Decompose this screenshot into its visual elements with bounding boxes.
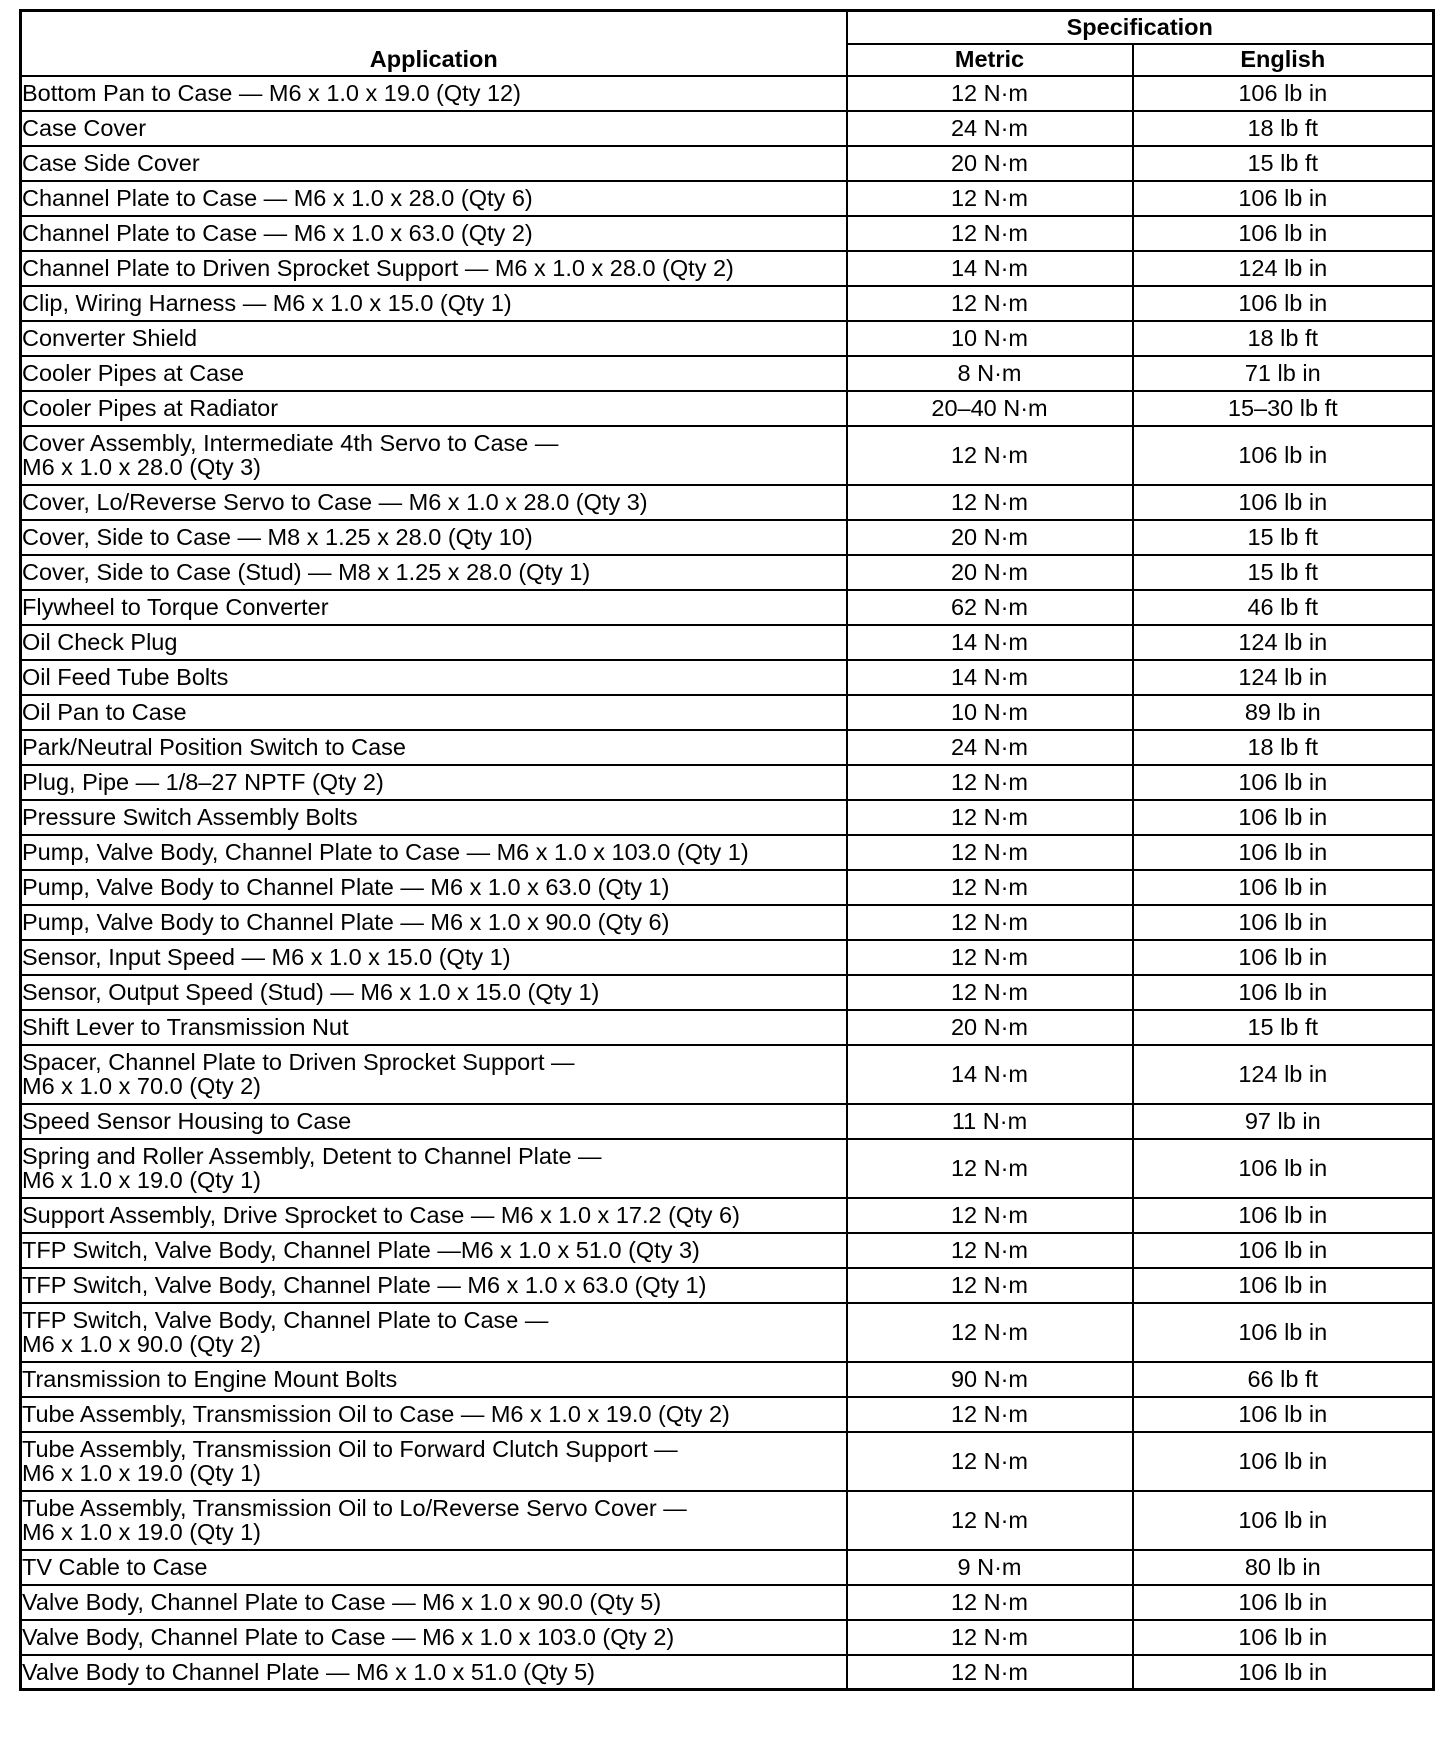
application-cell xyxy=(21,216,847,251)
metric-value: 20–40 N·m xyxy=(847,391,1133,426)
application-cell xyxy=(21,695,847,730)
application-cell xyxy=(21,625,847,660)
table-row xyxy=(21,765,1434,800)
metric-value: 12 N·m xyxy=(847,1268,1133,1303)
table-row xyxy=(21,356,1434,391)
application-text: Case Side Cover xyxy=(22,150,200,176)
table-row xyxy=(21,625,1434,660)
application-cell xyxy=(21,251,847,286)
english-value: 15–30 lb ft xyxy=(1133,391,1434,426)
english-value: 18 lb ft xyxy=(1133,730,1434,765)
english-value: 124 lb in xyxy=(1133,625,1434,660)
application-text: Case Cover xyxy=(22,115,147,141)
application-cell xyxy=(21,870,847,905)
table-row xyxy=(21,835,1434,870)
application-text: TFP Switch, Valve Body, Channel Plate — M6 x 1.0 x 63.0 (Qty 1) xyxy=(22,1272,707,1298)
metric-value: 12 N·m xyxy=(847,1432,1133,1491)
table-row xyxy=(21,695,1434,730)
table-row xyxy=(21,905,1434,940)
english-value: 106 lb in xyxy=(1133,426,1434,485)
table-row xyxy=(21,251,1434,286)
application-text: Oil Check Plug xyxy=(22,629,178,655)
english-value: 106 lb in xyxy=(1133,800,1434,835)
table-row xyxy=(21,1233,1434,1268)
application-text: Valve Body to Channel Plate — M6 x 1.0 x 51.0 (Qty 5) xyxy=(22,1658,595,1685)
application-cell xyxy=(21,1010,847,1045)
application-cell xyxy=(21,1491,847,1550)
application-text: Cooler Pipes at Radiator xyxy=(22,395,279,421)
application-text: Channel Plate to Case — M6 x 1.0 x 28.0 (Qty 6) xyxy=(22,185,533,211)
application-text: TFP Switch, Valve Body, Channel Plate to Case — xyxy=(22,1307,549,1333)
application-text: Transmission to Engine Mount Bolts xyxy=(22,1366,398,1392)
application-cell xyxy=(21,975,847,1010)
metric-value: 20 N·m xyxy=(847,1010,1133,1045)
english-value: 106 lb in xyxy=(1133,1139,1434,1198)
table-row xyxy=(21,1620,1434,1655)
table-row xyxy=(21,146,1434,181)
application-text: Cooler Pipes at Case xyxy=(22,360,245,386)
application-text-line2: M6 x 1.0 x 70.0 (Qty 2) xyxy=(22,1073,262,1099)
metric-value: 12 N·m xyxy=(847,1655,1133,1690)
application-text: Speed Sensor Housing to Case xyxy=(22,1108,352,1134)
english-value: 106 lb in xyxy=(1133,216,1434,251)
application-text: Tube Assembly, Transmission Oil to Case — M6 x 1.0 x 19.0 (Qty 2) xyxy=(22,1401,730,1427)
english-value: 106 lb in xyxy=(1133,765,1434,800)
table-row xyxy=(21,286,1434,321)
metric-value: 11 N·m xyxy=(847,1104,1133,1139)
application-text: Channel Plate to Case — M6 x 1.0 x 63.0 (Qty 2) xyxy=(22,220,533,246)
metric-value: 12 N·m xyxy=(847,1139,1133,1198)
table-row xyxy=(21,1303,1434,1362)
english-value: 106 lb in xyxy=(1133,1620,1434,1655)
application-cell xyxy=(21,1303,847,1362)
application-cell xyxy=(21,835,847,870)
english-value: 106 lb in xyxy=(1133,835,1434,870)
table-row xyxy=(21,1104,1434,1139)
application-text-line2: M6 x 1.0 x 19.0 (Qty 1) xyxy=(22,1167,262,1193)
metric-value: 12 N·m xyxy=(847,905,1133,940)
application-cell xyxy=(21,321,847,356)
metric-value: 12 N·m xyxy=(847,1397,1133,1432)
english-value: 106 lb in xyxy=(1133,1491,1434,1550)
application-cell xyxy=(21,1198,847,1233)
table-row xyxy=(21,1362,1434,1397)
metric-value: 12 N·m xyxy=(847,835,1133,870)
application-text: Cover, Side to Case — M8 x 1.25 x 28.0 (Qty 10) xyxy=(22,524,533,550)
metric-value: 24 N·m xyxy=(847,111,1133,146)
metric-value: 20 N·m xyxy=(847,520,1133,555)
table-row xyxy=(21,1655,1434,1690)
table-row xyxy=(21,1585,1434,1620)
metric-value: 12 N·m xyxy=(847,485,1133,520)
table-row xyxy=(21,800,1434,835)
application-cell xyxy=(21,1362,847,1397)
english-value: 106 lb in xyxy=(1133,870,1434,905)
application-text: Valve Body, Channel Plate to Case — M6 x 1.0 x 90.0 (Qty 5) xyxy=(22,1589,662,1615)
english-value: 106 lb in xyxy=(1133,940,1434,975)
table-row xyxy=(21,1010,1434,1045)
metric-value: 8 N·m xyxy=(847,356,1133,391)
english-value: 106 lb in xyxy=(1133,1303,1434,1362)
english-value: 71 lb in xyxy=(1133,356,1434,391)
table-row xyxy=(21,940,1434,975)
application-cell xyxy=(21,391,847,426)
application-cell xyxy=(21,1233,847,1268)
metric-value: 12 N·m xyxy=(847,870,1133,905)
metric-value: 10 N·m xyxy=(847,695,1133,730)
application-text: Pump, Valve Body, Channel Plate to Case — M6 x 1.0 x 103.0 (Qty 1) xyxy=(22,839,749,865)
application-text: Channel Plate to Driven Sprocket Support — M6 x 1.0 x 28.0 (Qty 2) xyxy=(22,255,734,281)
metric-value: 14 N·m xyxy=(847,251,1133,286)
english-value: 18 lb ft xyxy=(1133,111,1434,146)
application-cell xyxy=(21,800,847,835)
application-cell xyxy=(21,286,847,321)
application-cell xyxy=(21,1397,847,1432)
application-text: Sensor, Input Speed — M6 x 1.0 x 15.0 (Qty 1) xyxy=(22,944,511,970)
metric-value: 12 N·m xyxy=(847,181,1133,216)
english-header: English xyxy=(1133,44,1434,76)
metric-value: 12 N·m xyxy=(847,975,1133,1010)
english-value: 106 lb in xyxy=(1133,1655,1434,1690)
table-row xyxy=(21,216,1434,251)
english-value: 15 lb ft xyxy=(1133,555,1434,590)
metric-value: 90 N·m xyxy=(847,1362,1133,1397)
english-value: 124 lb in xyxy=(1133,251,1434,286)
metric-value: 12 N·m xyxy=(847,1585,1133,1620)
table-row xyxy=(21,321,1434,356)
metric-value: 12 N·m xyxy=(847,800,1133,835)
english-value: 89 lb in xyxy=(1133,695,1434,730)
metric-value: 12 N·m xyxy=(847,1233,1133,1268)
metric-value: 12 N·m xyxy=(847,1303,1133,1362)
metric-value: 12 N·m xyxy=(847,1198,1133,1233)
metric-value: 14 N·m xyxy=(847,625,1133,660)
application-text: Oil Pan to Case xyxy=(22,699,187,725)
english-value: 106 lb in xyxy=(1133,905,1434,940)
application-text: Clip, Wiring Harness — M6 x 1.0 x 15.0 (Qty 1) xyxy=(22,290,512,316)
table-row xyxy=(21,1432,1434,1491)
metric-value: 10 N·m xyxy=(847,321,1133,356)
application-text: Valve Body, Channel Plate to Case — M6 x 1.0 x 103.0 (Qty 2) xyxy=(22,1624,675,1650)
table-row xyxy=(21,426,1434,485)
table-row xyxy=(21,1268,1434,1303)
english-value: 106 lb in xyxy=(1133,485,1434,520)
specification-header: Specification xyxy=(847,11,1434,44)
torque-spec-table xyxy=(19,9,1435,1691)
metric-value: 24 N·m xyxy=(847,730,1133,765)
metric-value: 12 N·m xyxy=(847,765,1133,800)
metric-value: 12 N·m xyxy=(847,940,1133,975)
application-text: Converter Shield xyxy=(22,325,198,351)
application-cell xyxy=(21,1104,847,1139)
application-cell xyxy=(21,905,847,940)
metric-value: 12 N·m xyxy=(847,216,1133,251)
application-cell xyxy=(21,555,847,590)
application-text-line2: M6 x 1.0 x 19.0 (Qty 1) xyxy=(22,1519,262,1545)
metric-value: 9 N·m xyxy=(847,1550,1133,1585)
application-cell xyxy=(21,660,847,695)
application-cell xyxy=(21,730,847,765)
english-value: 106 lb in xyxy=(1133,975,1434,1010)
metric-value: 12 N·m xyxy=(847,426,1133,485)
application-text-line2: M6 x 1.0 x 90.0 (Qty 2) xyxy=(22,1331,262,1357)
application-cell xyxy=(21,111,847,146)
metric-value: 14 N·m xyxy=(847,660,1133,695)
english-value: 106 lb in xyxy=(1133,1397,1434,1432)
metric-value: 12 N·m xyxy=(847,286,1133,321)
metric-value: 62 N·m xyxy=(847,590,1133,625)
application-text: Spring and Roller Assembly, Detent to Channel Plate — xyxy=(22,1143,602,1169)
english-value: 106 lb in xyxy=(1133,1432,1434,1491)
metric-value: 14 N·m xyxy=(847,1045,1133,1104)
application-text: Cover, Lo/Reverse Servo to Case — M6 x 1.0 x 28.0 (Qty 3) xyxy=(22,489,648,515)
english-value: 106 lb in xyxy=(1133,1585,1434,1620)
english-value: 80 lb in xyxy=(1133,1550,1434,1585)
english-value: 106 lb in xyxy=(1133,1233,1434,1268)
application-text: Cover, Side to Case (Stud) — M8 x 1.25 x 28.0 (Qty 1) xyxy=(22,559,591,585)
application-text: Flywheel to Torque Converter xyxy=(22,594,329,620)
application-text: Pump, Valve Body to Channel Plate — M6 x 1.0 x 63.0 (Qty 1) xyxy=(22,874,670,900)
english-value: 97 lb in xyxy=(1133,1104,1434,1139)
english-value: 124 lb in xyxy=(1133,1045,1434,1104)
application-cell xyxy=(21,1585,847,1620)
application-text: Park/Neutral Position Switch to Case xyxy=(22,734,406,760)
metric-value: 20 N·m xyxy=(847,146,1133,181)
table-row xyxy=(21,111,1434,146)
table-row xyxy=(21,181,1434,216)
application-text: Pump, Valve Body to Channel Plate — M6 x 1.0 x 90.0 (Qty 6) xyxy=(22,909,670,935)
table-row xyxy=(21,1139,1434,1198)
table-row xyxy=(21,870,1434,905)
english-value: 15 lb ft xyxy=(1133,146,1434,181)
application-cell xyxy=(21,1268,847,1303)
table-row xyxy=(21,1397,1434,1432)
application-text: TFP Switch, Valve Body, Channel Plate —M6 x 1.0 x 51.0 (Qty 3) xyxy=(22,1237,700,1263)
application-text: Plug, Pipe — 1/8–27 NPTF (Qty 2) xyxy=(22,769,384,795)
application-text: Cover Assembly, Intermediate 4th Servo to Case — xyxy=(22,430,559,456)
table-row xyxy=(21,391,1434,426)
application-text: Tube Assembly, Transmission Oil to Forward Clutch Support — xyxy=(22,1436,678,1462)
table-row xyxy=(21,1491,1434,1550)
english-value: 18 lb ft xyxy=(1133,321,1434,356)
table-row xyxy=(21,660,1434,695)
application-cell xyxy=(21,1139,847,1198)
application-text-line2: M6 x 1.0 x 28.0 (Qty 3) xyxy=(22,454,262,480)
metric-value: 12 N·m xyxy=(847,1620,1133,1655)
application-text: Pressure Switch Assembly Bolts xyxy=(22,804,358,830)
table-row xyxy=(21,1198,1434,1233)
table-row xyxy=(21,76,1434,111)
metric-value: 12 N·m xyxy=(847,1491,1133,1550)
table-row xyxy=(21,555,1434,590)
metric-value: 12 N·m xyxy=(847,76,1133,111)
table-row xyxy=(21,485,1434,520)
english-value: 15 lb ft xyxy=(1133,520,1434,555)
english-value: 106 lb in xyxy=(1133,1268,1434,1303)
english-value: 106 lb in xyxy=(1133,76,1434,111)
application-cell xyxy=(21,765,847,800)
application-cell xyxy=(21,146,847,181)
application-cell xyxy=(21,1045,847,1104)
english-value: 124 lb in xyxy=(1133,660,1434,695)
application-cell xyxy=(21,1655,847,1690)
table-row xyxy=(21,590,1434,625)
table-row xyxy=(21,1550,1434,1585)
table-row xyxy=(21,1045,1434,1104)
application-cell xyxy=(21,520,847,555)
english-value: 106 lb in xyxy=(1133,286,1434,321)
table-row xyxy=(21,520,1434,555)
application-cell xyxy=(21,485,847,520)
application-cell xyxy=(21,940,847,975)
application-text: Oil Feed Tube Bolts xyxy=(22,664,229,690)
application-text: Spacer, Channel Plate to Driven Sprocket Support — xyxy=(22,1049,575,1075)
metric-header: Metric xyxy=(847,44,1133,76)
application-cell xyxy=(21,356,847,391)
application-header: Application xyxy=(21,11,847,76)
application-text: TV Cable to Case xyxy=(22,1554,208,1580)
application-cell xyxy=(21,590,847,625)
application-cell xyxy=(21,1432,847,1491)
metric-value: 20 N·m xyxy=(847,555,1133,590)
english-value: 15 lb ft xyxy=(1133,1010,1434,1045)
english-value: 106 lb in xyxy=(1133,1198,1434,1233)
application-text: Shift Lever to Transmission Nut xyxy=(22,1014,349,1040)
table-row xyxy=(21,975,1434,1010)
application-cell xyxy=(21,76,847,111)
application-text: Sensor, Output Speed (Stud) — M6 x 1.0 x 15.0 (Qty 1) xyxy=(22,979,600,1005)
english-value: 106 lb in xyxy=(1133,181,1434,216)
table-row xyxy=(21,730,1434,765)
application-text: Support Assembly, Drive Sprocket to Case — M6 x 1.0 x 17.2 (Qty 6) xyxy=(22,1202,740,1228)
english-value: 66 lb ft xyxy=(1133,1362,1434,1397)
english-value: 46 lb ft xyxy=(1133,590,1434,625)
application-cell xyxy=(21,1620,847,1655)
application-text: Tube Assembly, Transmission Oil to Lo/Reverse Servo Cover — xyxy=(22,1495,687,1521)
application-text-line2: M6 x 1.0 x 19.0 (Qty 1) xyxy=(22,1460,262,1486)
application-text: Bottom Pan to Case — M6 x 1.0 x 19.0 (Qty 12) xyxy=(22,80,521,106)
application-cell xyxy=(21,1550,847,1585)
table-body xyxy=(21,76,1434,1690)
application-cell xyxy=(21,181,847,216)
application-cell xyxy=(21,426,847,485)
